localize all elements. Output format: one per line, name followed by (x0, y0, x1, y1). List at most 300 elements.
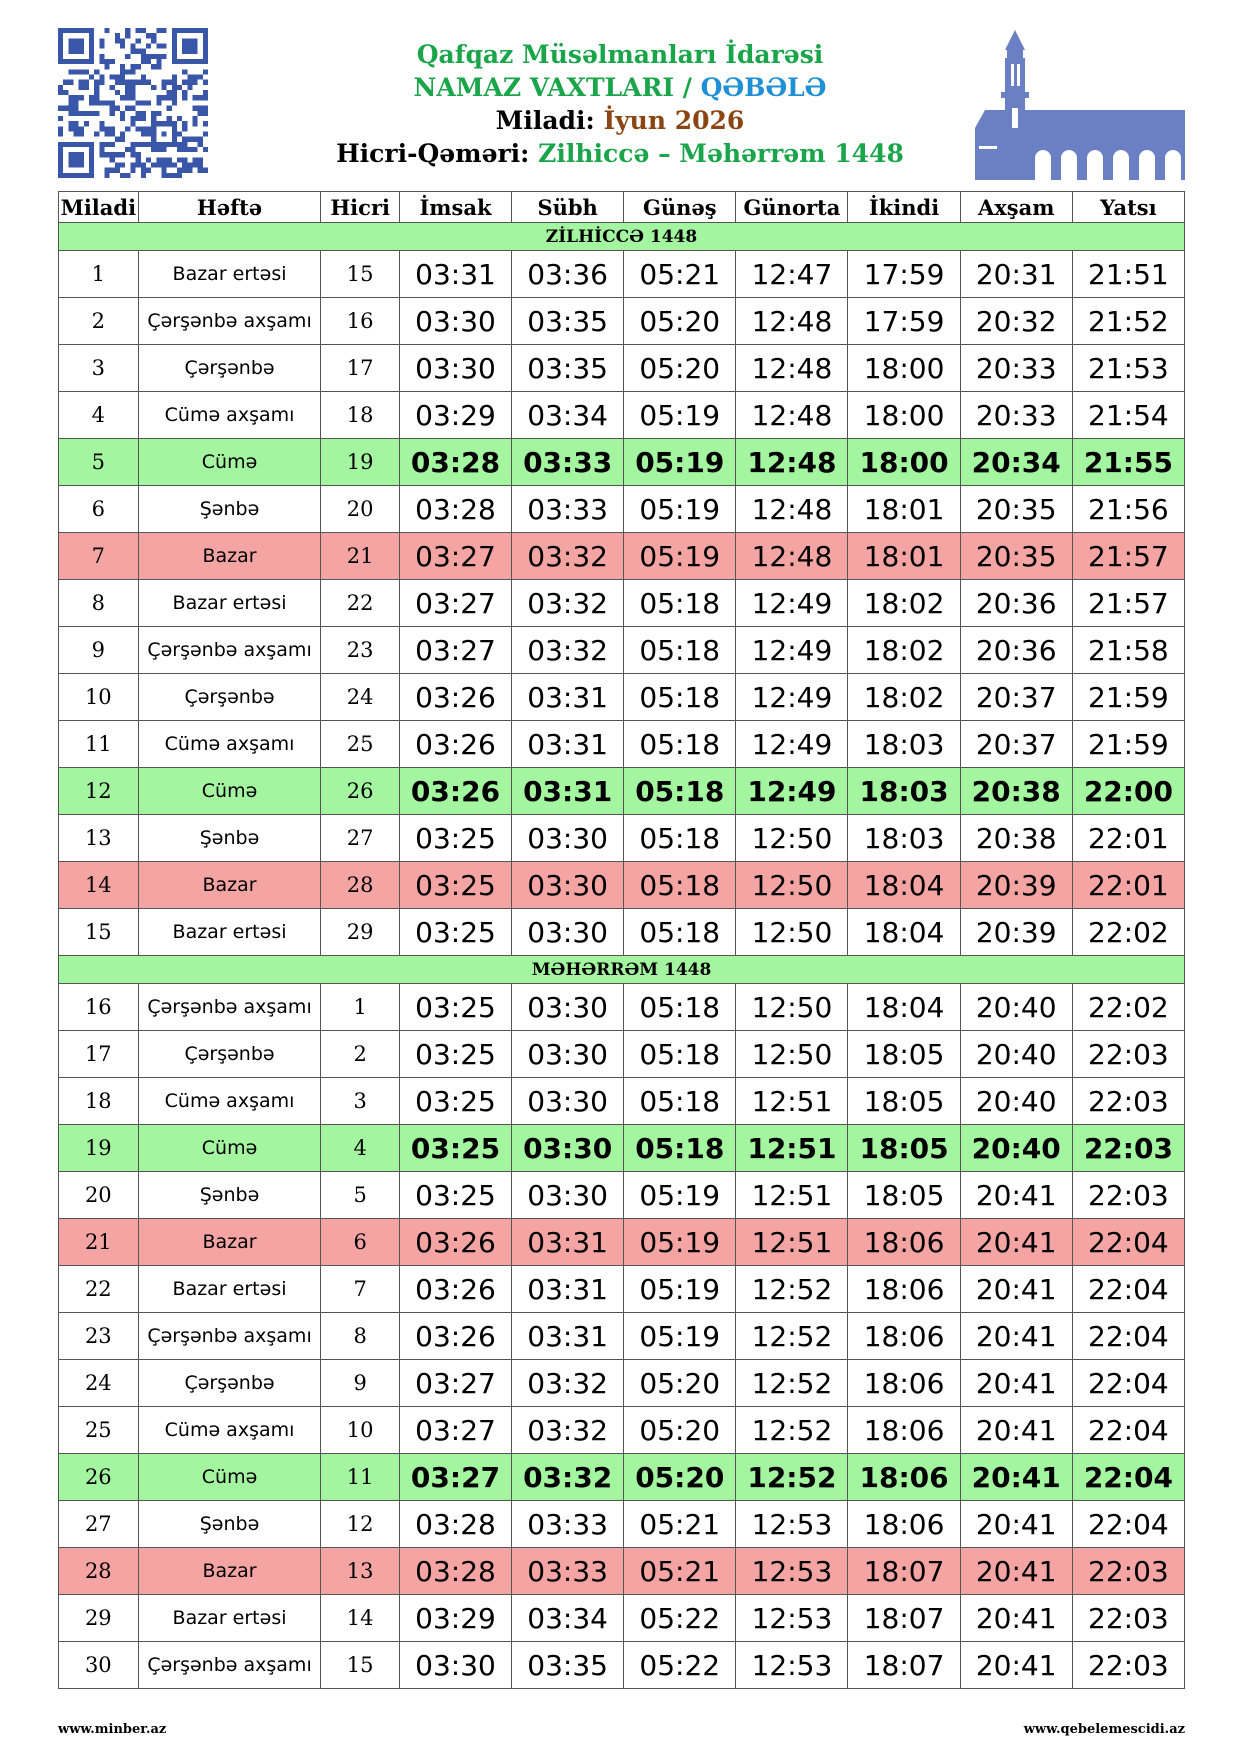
weekday-cell: Şənbə (138, 815, 321, 862)
yatsi-cell: 22:04 (1072, 1407, 1184, 1454)
miladi-cell: 13 (59, 815, 139, 862)
miladi-cell: 9 (59, 627, 139, 674)
gunes-cell: 05:19 (624, 1313, 736, 1360)
gunes-cell: 05:18 (624, 1031, 736, 1078)
table-row (59, 721, 1185, 768)
miladi-cell: 12 (59, 768, 139, 815)
yatsi-cell: 22:04 (1072, 1313, 1184, 1360)
axsam-cell: 20:33 (960, 392, 1072, 439)
weekday-cell: Şənbə (138, 1501, 321, 1548)
imsak-cell: 03:25 (399, 815, 511, 862)
col-header-subh: Sübh (512, 192, 624, 223)
gunes-cell: 05:19 (624, 533, 736, 580)
gunorta-cell: 12:53 (736, 1548, 848, 1595)
miladi-cell: 11 (59, 721, 139, 768)
imsak-cell: 03:30 (399, 298, 511, 345)
ikindi-cell: 18:02 (848, 627, 960, 674)
table-row (59, 251, 1185, 298)
gunes-cell: 05:20 (624, 1407, 736, 1454)
subh-cell: 03:30 (512, 1172, 624, 1219)
miladi-cell: 7 (59, 533, 139, 580)
ikindi-cell: 18:02 (848, 580, 960, 627)
gunes-cell: 05:18 (624, 627, 736, 674)
yatsi-cell: 22:02 (1072, 909, 1184, 956)
table-row (59, 984, 1185, 1031)
weekday-cell: Bazar ertəsi (138, 1266, 321, 1313)
gunorta-cell: 12:50 (736, 862, 848, 909)
axsam-cell: 20:36 (960, 627, 1072, 674)
table-row (59, 1266, 1185, 1313)
hicri-cell: 8 (321, 1313, 400, 1360)
yatsi-cell: 22:03 (1072, 1595, 1184, 1642)
weekday-cell: Bazar ertəsi (138, 909, 321, 956)
hicri-cell: 14 (321, 1595, 400, 1642)
imsak-cell: 03:29 (399, 1595, 511, 1642)
hicri-cell: 28 (321, 862, 400, 909)
table-row (59, 1595, 1185, 1642)
gunes-cell: 05:18 (624, 909, 736, 956)
miladi-cell: 30 (59, 1642, 139, 1689)
ikindi-cell: 17:59 (848, 251, 960, 298)
col-header-axsam: Axşam (960, 192, 1072, 223)
gunes-cell: 05:21 (624, 1548, 736, 1595)
yatsi-cell: 22:02 (1072, 984, 1184, 1031)
imsak-cell: 03:25 (399, 1078, 511, 1125)
gunorta-cell: 12:49 (736, 580, 848, 627)
weekday-cell: Çərşənbə (138, 1360, 321, 1407)
imsak-cell: 03:28 (399, 486, 511, 533)
table-row (59, 674, 1185, 721)
weekday-cell: Çərşənbə (138, 345, 321, 392)
weekday-cell: Cümə (138, 1125, 321, 1172)
axsam-cell: 20:41 (960, 1172, 1072, 1219)
miladi-cell: 25 (59, 1407, 139, 1454)
subh-cell: 03:35 (512, 298, 624, 345)
yatsi-cell: 22:01 (1072, 815, 1184, 862)
table-header-row (59, 192, 1185, 223)
subh-cell: 03:35 (512, 345, 624, 392)
axsam-cell: 20:35 (960, 486, 1072, 533)
gunorta-cell: 12:52 (736, 1313, 848, 1360)
weekday-cell: Çərşənbə axşamı (138, 1642, 321, 1689)
gunorta-cell: 12:50 (736, 815, 848, 862)
gunes-cell: 05:19 (624, 1219, 736, 1266)
hicri-cell: 29 (321, 909, 400, 956)
footer-left-url: www.minber.az (58, 1722, 167, 1737)
gunorta-cell: 12:48 (736, 298, 848, 345)
ikindi-cell: 18:01 (848, 533, 960, 580)
miladi-cell: 1 (59, 251, 139, 298)
table-row (59, 909, 1185, 956)
yatsi-cell: 22:04 (1072, 1266, 1184, 1313)
ikindi-cell: 18:05 (848, 1125, 960, 1172)
gunorta-cell: 12:51 (736, 1172, 848, 1219)
yatsi-cell: 21:58 (1072, 627, 1184, 674)
weekday-cell: Bazar ertəsi (138, 251, 321, 298)
hicri-cell: 15 (321, 251, 400, 298)
yatsi-cell: 22:04 (1072, 1501, 1184, 1548)
imsak-cell: 03:25 (399, 862, 511, 909)
gunes-cell: 05:22 (624, 1642, 736, 1689)
ikindi-cell: 18:03 (848, 768, 960, 815)
weekday-cell: Bazar (138, 533, 321, 580)
table-row (59, 345, 1185, 392)
yatsi-cell: 21:51 (1072, 251, 1184, 298)
table-row (59, 1548, 1185, 1595)
ikindi-cell: 18:05 (848, 1172, 960, 1219)
ikindi-cell: 18:06 (848, 1313, 960, 1360)
yatsi-cell: 21:53 (1072, 345, 1184, 392)
ikindi-cell: 18:05 (848, 1078, 960, 1125)
miladi-cell: 26 (59, 1454, 139, 1501)
hicri-cell: 26 (321, 768, 400, 815)
yatsi-cell: 21:56 (1072, 486, 1184, 533)
yatsi-cell: 21:59 (1072, 674, 1184, 721)
table-row (59, 1031, 1185, 1078)
table-row (59, 1219, 1185, 1266)
weekday-cell: Şənbə (138, 1172, 321, 1219)
ikindi-cell: 18:04 (848, 984, 960, 1031)
ikindi-cell: 18:04 (848, 909, 960, 956)
hicri-cell: 23 (321, 627, 400, 674)
hicri-cell: 16 (321, 298, 400, 345)
table-row (59, 1360, 1185, 1407)
imsak-cell: 03:26 (399, 768, 511, 815)
hicri-cell: 12 (321, 1501, 400, 1548)
gunorta-cell: 12:50 (736, 984, 848, 1031)
hicri-cell: 18 (321, 392, 400, 439)
weekday-cell: Bazar (138, 862, 321, 909)
table-row (59, 533, 1185, 580)
weekday-cell: Cümə axşamı (138, 1078, 321, 1125)
table-row (59, 1172, 1185, 1219)
axsam-cell: 20:37 (960, 721, 1072, 768)
axsam-cell: 20:40 (960, 1125, 1072, 1172)
imsak-cell: 03:27 (399, 1454, 511, 1501)
hicri-cell: 4 (321, 1125, 400, 1172)
ikindi-cell: 18:06 (848, 1266, 960, 1313)
gunes-cell: 05:18 (624, 984, 736, 1031)
miladi-cell: 23 (59, 1313, 139, 1360)
table-row (59, 1078, 1185, 1125)
gunorta-cell: 12:48 (736, 533, 848, 580)
miladi-cell: 16 (59, 984, 139, 1031)
ikindi-cell: 18:00 (848, 392, 960, 439)
miladi-cell: 8 (59, 580, 139, 627)
section-title: ZİLHİCCƏ 1448 (59, 223, 1185, 251)
ikindi-cell: 18:02 (848, 674, 960, 721)
gunorta-cell: 12:49 (736, 627, 848, 674)
subh-cell: 03:30 (512, 1078, 624, 1125)
miladi-cell: 24 (59, 1360, 139, 1407)
axsam-cell: 20:41 (960, 1642, 1072, 1689)
ikindi-cell: 18:07 (848, 1595, 960, 1642)
footer-right-url: www.qebelemescidi.az (1023, 1722, 1185, 1737)
table-row (59, 862, 1185, 909)
col-header-gunes: Günəş (624, 192, 736, 223)
gunorta-cell: 12:48 (736, 486, 848, 533)
table-row (59, 580, 1185, 627)
col-header-ikindi: İkindi (848, 192, 960, 223)
miladi-cell: 3 (59, 345, 139, 392)
axsam-cell: 20:41 (960, 1313, 1072, 1360)
hicri-cell: 15 (321, 1642, 400, 1689)
subh-cell: 03:30 (512, 1031, 624, 1078)
axsam-cell: 20:40 (960, 1031, 1072, 1078)
ikindi-cell: 18:07 (848, 1642, 960, 1689)
ikindi-cell: 17:59 (848, 298, 960, 345)
subh-cell: 03:34 (512, 1595, 624, 1642)
miladi-cell: 5 (59, 439, 139, 486)
miladi-cell: 28 (59, 1548, 139, 1595)
weekday-cell: Cümə (138, 439, 321, 486)
gunes-cell: 05:18 (624, 1125, 736, 1172)
page-title (260, 71, 980, 104)
axsam-cell: 20:41 (960, 1266, 1072, 1313)
hicri-cell: 17 (321, 345, 400, 392)
gunorta-cell: 12:49 (736, 768, 848, 815)
gunorta-cell: 12:51 (736, 1125, 848, 1172)
weekday-cell: Çərşənbə (138, 1031, 321, 1078)
subh-cell: 03:32 (512, 1407, 624, 1454)
gunorta-cell: 12:52 (736, 1360, 848, 1407)
gunes-cell: 05:18 (624, 674, 736, 721)
hicri-cell: 25 (321, 721, 400, 768)
axsam-cell: 20:41 (960, 1407, 1072, 1454)
imsak-cell: 03:27 (399, 1407, 511, 1454)
hicri-cell: 6 (321, 1219, 400, 1266)
axsam-cell: 20:41 (960, 1454, 1072, 1501)
gunorta-cell: 12:49 (736, 674, 848, 721)
table-row (59, 1407, 1185, 1454)
imsak-cell: 03:26 (399, 674, 511, 721)
subh-cell: 03:30 (512, 984, 624, 1031)
weekday-cell: Çərşənbə axşamı (138, 298, 321, 345)
section-header-row (59, 956, 1185, 984)
yatsi-cell: 22:03 (1072, 1172, 1184, 1219)
ikindi-cell: 18:06 (848, 1360, 960, 1407)
axsam-cell: 20:41 (960, 1595, 1072, 1642)
gunes-cell: 05:18 (624, 721, 736, 768)
hicri-cell: 22 (321, 580, 400, 627)
yatsi-cell: 22:01 (1072, 862, 1184, 909)
page-header (260, 38, 980, 170)
gunorta-cell: 12:52 (736, 1266, 848, 1313)
axsam-cell: 20:40 (960, 1078, 1072, 1125)
prayer-times-table (58, 191, 1185, 1689)
hicri-cell: 24 (321, 674, 400, 721)
gunorta-cell: 12:52 (736, 1407, 848, 1454)
miladi-line (260, 104, 980, 137)
weekday-cell: Bazar (138, 1548, 321, 1595)
gunorta-cell: 12:47 (736, 251, 848, 298)
imsak-cell: 03:28 (399, 1548, 511, 1595)
mosque-tower-icon (975, 28, 1187, 180)
yatsi-cell: 22:03 (1072, 1031, 1184, 1078)
table-row (59, 1313, 1185, 1360)
table-row (59, 627, 1185, 674)
yatsi-cell: 22:04 (1072, 1454, 1184, 1501)
table-row (59, 1454, 1185, 1501)
table-row (59, 768, 1185, 815)
miladi-cell: 2 (59, 298, 139, 345)
yatsi-cell: 21:52 (1072, 298, 1184, 345)
subh-cell: 03:32 (512, 1360, 624, 1407)
gunes-cell: 05:19 (624, 392, 736, 439)
hicri-cell: 19 (321, 439, 400, 486)
axsam-cell: 20:38 (960, 815, 1072, 862)
ikindi-cell: 18:01 (848, 486, 960, 533)
axsam-cell: 20:41 (960, 1219, 1072, 1266)
col-header-imsak: İmsak (399, 192, 511, 223)
imsak-cell: 03:26 (399, 1219, 511, 1266)
gunes-cell: 05:18 (624, 815, 736, 862)
weekday-cell: Çərşənbə axşamı (138, 1313, 321, 1360)
miladi-cell: 19 (59, 1125, 139, 1172)
hicri-cell: 27 (321, 815, 400, 862)
section-header-row (59, 223, 1185, 251)
gunorta-cell: 12:53 (736, 1595, 848, 1642)
axsam-cell: 20:32 (960, 298, 1072, 345)
subh-cell: 03:31 (512, 1219, 624, 1266)
gunorta-cell: 12:48 (736, 392, 848, 439)
imsak-cell: 03:25 (399, 909, 511, 956)
miladi-cell: 22 (59, 1266, 139, 1313)
weekday-cell: Şənbə (138, 486, 321, 533)
subh-cell: 03:31 (512, 721, 624, 768)
ikindi-cell: 18:06 (848, 1501, 960, 1548)
imsak-cell: 03:25 (399, 1125, 511, 1172)
weekday-cell: Cümə axşamı (138, 721, 321, 768)
gunes-cell: 05:20 (624, 1360, 736, 1407)
gunorta-cell: 12:49 (736, 721, 848, 768)
hicri-cell: 3 (321, 1078, 400, 1125)
hicri-value: Zilhiccə – Məhərrəm 1448 (538, 139, 904, 168)
subh-cell: 03:33 (512, 439, 624, 486)
subh-cell: 03:35 (512, 1642, 624, 1689)
gunes-cell: 05:19 (624, 486, 736, 533)
imsak-cell: 03:25 (399, 1031, 511, 1078)
subh-cell: 03:31 (512, 1313, 624, 1360)
gunes-cell: 05:21 (624, 1501, 736, 1548)
imsak-cell: 03:25 (399, 984, 511, 1031)
miladi-cell: 14 (59, 862, 139, 909)
subh-cell: 03:32 (512, 1454, 624, 1501)
imsak-cell: 03:28 (399, 1501, 511, 1548)
col-header-miladi: Miladi (59, 192, 139, 223)
weekday-cell: Çərşənbə axşamı (138, 984, 321, 1031)
hicri-cell: 21 (321, 533, 400, 580)
hicri-label: Hicri-Qəməri: (336, 139, 539, 168)
miladi-cell: 10 (59, 674, 139, 721)
imsak-cell: 03:27 (399, 627, 511, 674)
miladi-cell: 27 (59, 1501, 139, 1548)
axsam-cell: 20:39 (960, 909, 1072, 956)
yatsi-cell: 21:54 (1072, 392, 1184, 439)
hicri-cell: 7 (321, 1266, 400, 1313)
miladi-cell: 20 (59, 1172, 139, 1219)
org-name: Qafqaz Müsəlmanları İdarəsi (416, 40, 824, 69)
subh-cell: 03:33 (512, 1501, 624, 1548)
gunorta-cell: 12:53 (736, 1642, 848, 1689)
gunes-cell: 05:19 (624, 439, 736, 486)
axsam-cell: 20:37 (960, 674, 1072, 721)
ikindi-cell: 18:07 (848, 1548, 960, 1595)
gunorta-cell: 12:50 (736, 909, 848, 956)
col-header-yatsi: Yatsı (1072, 192, 1184, 223)
table-row (59, 1501, 1185, 1548)
yatsi-cell: 21:57 (1072, 533, 1184, 580)
subh-cell: 03:36 (512, 251, 624, 298)
weekday-cell: Cümə axşamı (138, 1407, 321, 1454)
ikindi-cell: 18:03 (848, 815, 960, 862)
imsak-cell: 03:26 (399, 1266, 511, 1313)
axsam-cell: 20:33 (960, 345, 1072, 392)
yatsi-cell: 22:00 (1072, 768, 1184, 815)
imsak-cell: 03:27 (399, 533, 511, 580)
miladi-cell: 21 (59, 1219, 139, 1266)
section-title: MƏHƏRRƏM 1448 (59, 956, 1185, 984)
miladi-label: Miladi: (495, 106, 604, 135)
imsak-cell: 03:26 (399, 721, 511, 768)
ikindi-cell: 18:03 (848, 721, 960, 768)
weekday-cell: Çərşənbə axşamı (138, 627, 321, 674)
subh-cell: 03:34 (512, 392, 624, 439)
weekday-cell: Cümə (138, 768, 321, 815)
ikindi-cell: 18:06 (848, 1407, 960, 1454)
subh-cell: 03:30 (512, 862, 624, 909)
gunorta-cell: 12:51 (736, 1219, 848, 1266)
yatsi-cell: 22:03 (1072, 1078, 1184, 1125)
subh-cell: 03:31 (512, 768, 624, 815)
axsam-cell: 20:39 (960, 862, 1072, 909)
qr-code (58, 28, 208, 178)
axsam-cell: 20:36 (960, 580, 1072, 627)
axsam-cell: 20:31 (960, 251, 1072, 298)
yatsi-cell: 21:57 (1072, 580, 1184, 627)
ikindi-cell: 18:05 (848, 1031, 960, 1078)
col-header-hefte: Həftə (138, 192, 321, 223)
ikindi-cell: 18:04 (848, 862, 960, 909)
imsak-cell: 03:27 (399, 580, 511, 627)
title-prefix: NAMAZ VAXTLARI / (413, 73, 701, 102)
table-row (59, 1642, 1185, 1689)
hicri-cell: 2 (321, 1031, 400, 1078)
table-row (59, 486, 1185, 533)
gunes-cell: 05:21 (624, 251, 736, 298)
gunes-cell: 05:18 (624, 768, 736, 815)
yatsi-cell: 22:03 (1072, 1125, 1184, 1172)
subh-cell: 03:31 (512, 1266, 624, 1313)
axsam-cell: 20:41 (960, 1548, 1072, 1595)
subh-cell: 03:33 (512, 486, 624, 533)
weekday-cell: Cümə (138, 1454, 321, 1501)
gunorta-cell: 12:48 (736, 439, 848, 486)
col-header-gunorta: Günorta (736, 192, 848, 223)
axsam-cell: 20:41 (960, 1501, 1072, 1548)
col-header-hicri: Hicri (321, 192, 400, 223)
hicri-cell: 5 (321, 1172, 400, 1219)
table-row (59, 815, 1185, 862)
gunes-cell: 05:18 (624, 1078, 736, 1125)
gunes-cell: 05:18 (624, 862, 736, 909)
subh-cell: 03:32 (512, 533, 624, 580)
hicri-line (260, 137, 980, 170)
imsak-cell: 03:30 (399, 345, 511, 392)
hicri-cell: 11 (321, 1454, 400, 1501)
subh-cell: 03:30 (512, 909, 624, 956)
gunes-cell: 05:20 (624, 298, 736, 345)
